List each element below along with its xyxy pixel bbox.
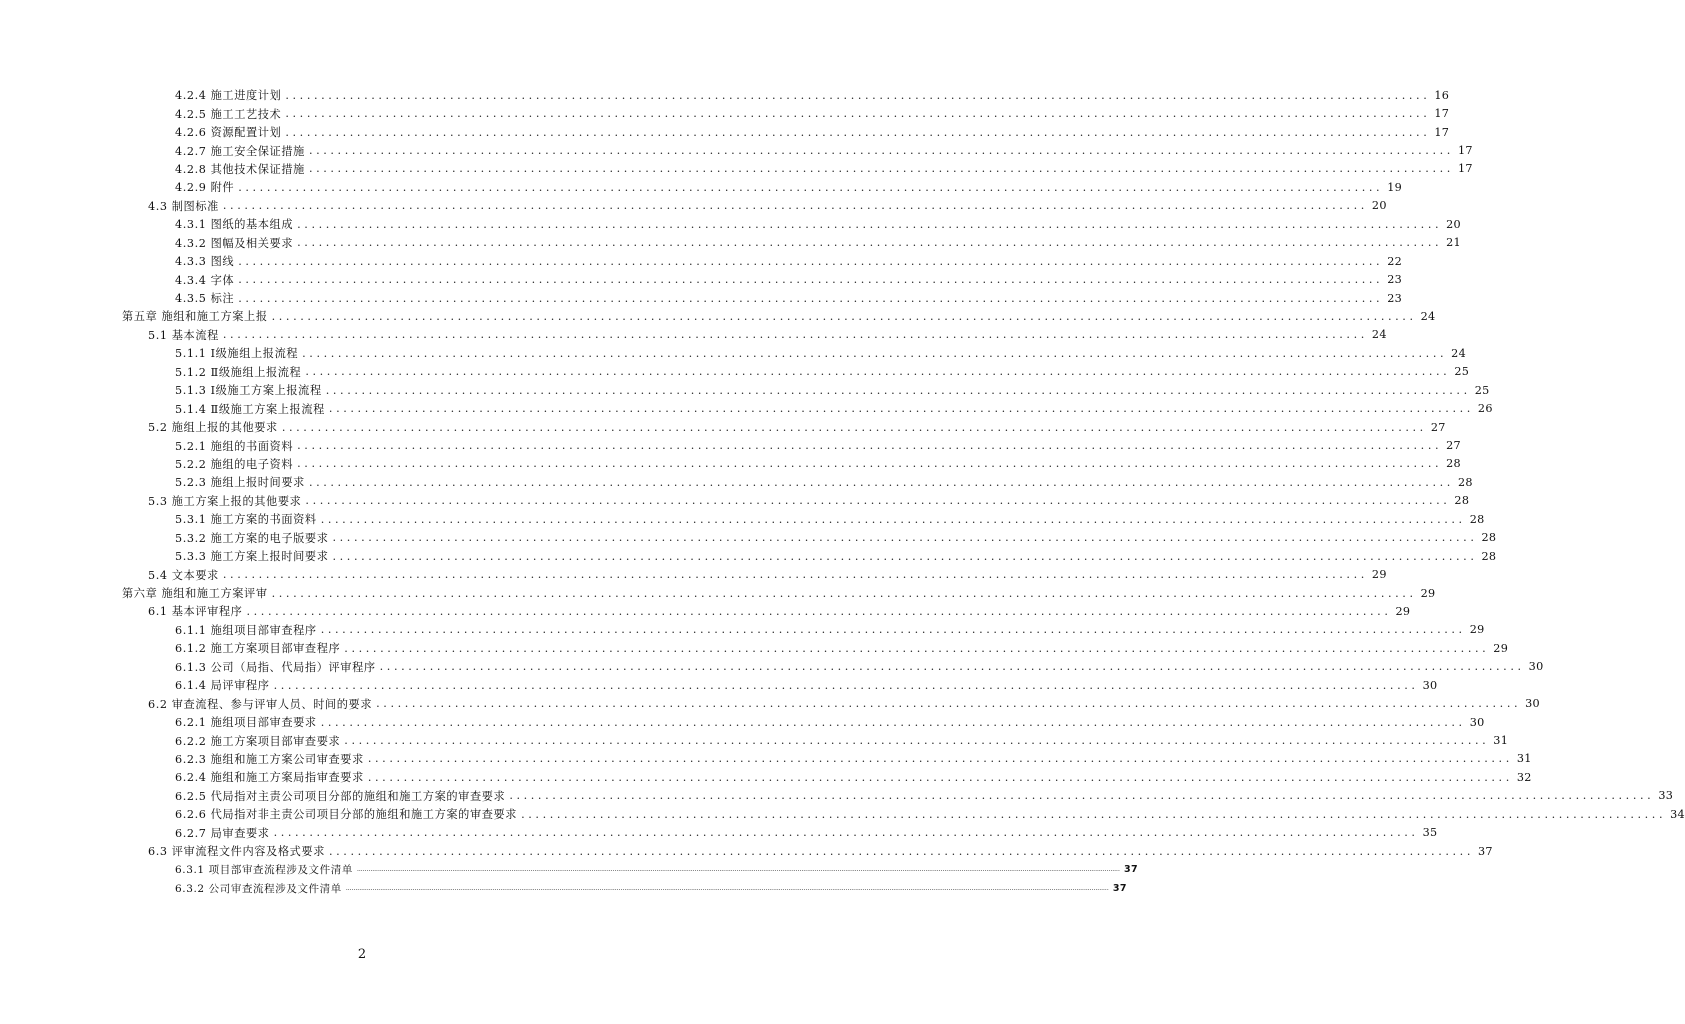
toc-entry-title: 6.3.2 公司审查流程涉及文件清单: [175, 882, 342, 895]
dot-leader: ................................................................................................................................................................: [308, 475, 1454, 489]
toc-entry-page: 30: [1422, 678, 1438, 692]
toc-entry[interactable]: [0, 510, 1485, 528]
toc-entry-page: 17: [1434, 107, 1450, 121]
toc-entry-page: 24: [1451, 346, 1466, 360]
toc-entry-title: 6.3.1 项目部审查流程涉及文件清单: [175, 864, 353, 877]
toc-entry-page: 28: [1481, 531, 1497, 545]
toc-entry[interactable]: [0, 658, 1544, 676]
dot-leader: ................................................................................................................................................................: [305, 494, 1451, 508]
toc-entry-page: 19: [1387, 180, 1403, 194]
toc-entry-page: 31: [1493, 734, 1509, 748]
toc-entry-title: 4.2.9 附件: [175, 181, 235, 195]
toc-entry-page: 17: [1434, 125, 1450, 139]
toc-entry-title: 5.3.2 施工方案的电子版要求: [175, 531, 329, 545]
toc-entry[interactable]: [0, 584, 1436, 602]
toc-entry[interactable]: [0, 363, 1470, 381]
toc-entry-title: 5.2.2 施组的电子资料: [175, 457, 294, 471]
toc-entry-title: 4.3.1 图纸的基本组成: [175, 218, 294, 232]
toc-entry-page: 31: [1516, 752, 1532, 766]
toc-entry-title: 6.2.4 施组和施工方案局指审查要求: [175, 771, 364, 785]
toc-entry[interactable]: [0, 768, 1532, 786]
toc-entry-page: 37: [1124, 864, 1138, 876]
dot-leader: ................................................................................................................................................................: [308, 162, 1454, 176]
toc-entry[interactable]: [0, 787, 1674, 805]
toc-entry-title: 5.3.3 施工方案上报时间要求: [175, 550, 329, 564]
dot-leader: ................................................................................................................................................................: [271, 586, 1417, 600]
toc-entry-title: 5.1.4 Ⅱ级施工方案上报流程: [175, 402, 325, 416]
toc-entry-title: 6.2 审查流程、参与评审人员、时间的要求: [148, 697, 373, 711]
toc-entry-title: 6.2.1 施组项目部审查要求: [175, 716, 317, 730]
toc-entry-page: 24: [1371, 328, 1387, 342]
toc-entry-title: 5.2 施组上报的其他要求: [148, 421, 278, 435]
toc-entry[interactable]: [0, 399, 1493, 417]
dot-leader: ................................................................................................................................................................: [509, 789, 1655, 803]
toc-entry-page: 29: [1371, 568, 1387, 582]
table-of-contents: [0, 86, 1685, 897]
toc-entry[interactable]: [0, 455, 1461, 473]
toc-entry-page: 32: [1516, 770, 1532, 784]
toc-entry[interactable]: [0, 344, 1466, 362]
toc-entry[interactable]: [0, 160, 1473, 178]
dot-leader: ................................................................................................................................................................: [332, 549, 1478, 563]
toc-entry-title: 4.2.7 施工安全保证措施: [175, 144, 305, 158]
toc-entry-page: 30: [1525, 697, 1540, 711]
toc-entry[interactable]: [0, 824, 1438, 842]
toc-entry-page: 26: [1477, 402, 1493, 416]
toc-entry[interactable]: [0, 713, 1485, 731]
toc-entry-page: 24: [1420, 309, 1436, 323]
toc-entry[interactable]: [0, 326, 1387, 344]
dot-leader: ................................................................................................................................................................: [367, 770, 1513, 784]
toc-entry[interactable]: [0, 381, 1490, 399]
toc-entry-page: 29: [1493, 641, 1509, 655]
toc-entry[interactable]: [0, 676, 1438, 694]
toc-entry-title: 第五章 施组和施工方案上报: [122, 310, 268, 324]
dot-leader: ................................................................................................................................................................: [320, 715, 1466, 729]
toc-entry-page: 25: [1454, 365, 1470, 379]
dot-leader: ................................................................................................................................................................................................................................................................................................................................................................................................................: [345, 884, 1109, 892]
toc-entry[interactable]: [0, 215, 1461, 233]
dot-leader: ................................................................................................................................................................: [308, 144, 1454, 158]
toc-entry[interactable]: [0, 492, 1470, 510]
toc-entry[interactable]: [0, 307, 1436, 325]
toc-entry[interactable]: [0, 104, 1450, 122]
dot-leader: ................................................................................................................................................................: [273, 826, 1419, 840]
toc-entry-title: 6.1 基本评审程序: [148, 605, 243, 619]
toc-entry[interactable]: [0, 805, 1685, 823]
toc-entry[interactable]: [0, 529, 1497, 547]
dot-leader: ................................................................................................................................................................: [521, 807, 1667, 821]
toc-entry[interactable]: [0, 289, 1403, 307]
toc-entry[interactable]: [0, 750, 1532, 768]
dot-leader: ................................................................................................................................................................: [344, 641, 1490, 655]
toc-entry-title: 4.3 制图标准: [148, 199, 219, 213]
toc-entry-title: 6.2.5 代局指对主责公司项目分部的施组和施工方案的审查要求: [175, 789, 506, 803]
dot-leader: ................................................................................................................................................................: [367, 752, 1513, 766]
toc-entry-page: 20: [1446, 217, 1461, 231]
toc-entry-page: 21: [1446, 236, 1461, 250]
dot-leader: ................................................................................................................................................................: [328, 402, 1474, 416]
dot-leader: ................................................................................................................................................................: [297, 457, 1443, 471]
dot-leader: ................................................................................................................................................................: [285, 107, 1431, 121]
dot-leader: ................................................................................................................................................................: [297, 439, 1443, 453]
toc-entry-page: 37: [1478, 844, 1493, 858]
toc-entry-page: 28: [1457, 475, 1473, 489]
dot-leader: ................................................................................................................................................................: [273, 678, 1419, 692]
dot-leader: ................................................................................................................................................................: [376, 697, 1522, 711]
toc-entry[interactable]: [0, 731, 1509, 749]
toc-entry[interactable]: [0, 694, 1540, 712]
toc-entry-title: 4.2.5 施工工艺技术: [175, 107, 282, 121]
toc-entry-title: 6.1.2 施工方案项目部审查程序: [175, 642, 341, 656]
toc-entry-title: 5.3.1 施工方案的书面资料: [175, 513, 317, 527]
toc-entry-title: 4.2.4 施工进度计划: [175, 89, 282, 103]
toc-entry-title: 6.1.4 局评审程序: [175, 679, 270, 693]
dot-leader: ................................................................................................................................................................: [344, 734, 1490, 748]
toc-entry-title: 6.2.7 局审查要求: [175, 826, 270, 840]
toc-entry[interactable]: [0, 123, 1450, 141]
toc-entry[interactable]: [0, 234, 1461, 252]
toc-entry-title: 4.3.2 图幅及相关要求: [175, 236, 294, 250]
toc-entry-title: 第六章 施组和施工方案评审: [122, 587, 268, 601]
toc-entry-page: 23: [1387, 291, 1403, 305]
toc-entry-page: 35: [1422, 826, 1438, 840]
toc-entry-page: 27: [1446, 439, 1461, 453]
toc-entry-page: 28: [1481, 549, 1497, 563]
toc-entry[interactable]: [0, 418, 1446, 436]
toc-entry-page: 29: [1469, 623, 1485, 637]
toc-entry-page: 33: [1658, 789, 1674, 803]
dot-leader: ................................................................................................................................................................: [271, 309, 1417, 323]
toc-entry-title: 5.1 基本流程: [148, 328, 219, 342]
toc-entry-title: 6.1.3 公司（局指、代局指）评审程序: [175, 660, 376, 674]
toc-entry-title: 5.2.1 施组的书面资料: [175, 439, 294, 453]
dot-leader: ................................................................................................................................................................: [329, 844, 1474, 858]
toc-entry-page: 30: [1469, 715, 1485, 729]
dot-leader: ................................................................................................................................................................: [238, 273, 1384, 287]
toc-entry-title: 4.3.5 标注: [175, 292, 235, 306]
dot-leader: ................................................................................................................................................................: [285, 125, 1431, 139]
toc-entry[interactable]: [0, 197, 1387, 215]
toc-entry-page: 20: [1371, 199, 1387, 213]
toc-entry-title: 5.4 文本要求: [148, 568, 219, 582]
toc-entry-page: 22: [1387, 254, 1403, 268]
dot-leader: ................................................................................................................................................................: [297, 236, 1443, 250]
toc-entry-page: 17: [1457, 162, 1473, 176]
toc-entry[interactable]: [0, 178, 1403, 196]
dot-leader: ................................................................................................................................................................: [222, 568, 1368, 582]
toc-entry-title: 6.1.1 施组项目部审查程序: [175, 623, 317, 637]
toc-entry[interactable]: [0, 879, 1127, 897]
toc-entry[interactable]: [0, 473, 1473, 491]
toc-entry-title: 5.1.3 Ⅰ级施工方案上报流程: [175, 384, 322, 398]
toc-entry-page: 28: [1469, 512, 1485, 526]
toc-entry-title: 4.2.6 资源配置计划: [175, 126, 282, 140]
toc-entry[interactable]: [0, 252, 1403, 270]
dot-leader: ................................................................................................................................................................: [379, 660, 1525, 674]
toc-entry[interactable]: [0, 547, 1497, 565]
toc-entry[interactable]: [0, 436, 1461, 454]
toc-entry-page: 16: [1434, 88, 1450, 102]
dot-leader: ................................................................................................................................................................: [305, 365, 1451, 379]
dot-leader: ................................................................................................................................................................: [222, 199, 1368, 213]
toc-entry-page: 25: [1474, 383, 1490, 397]
dot-leader: ................................................................................................................................................................: [222, 328, 1368, 342]
toc-entry-title: 6.2.6 代局指对非主责公司项目分部的施组和施工方案的审查要求: [175, 808, 518, 822]
dot-leader: ................................................................................................................................................................: [320, 623, 1466, 637]
toc-entry[interactable]: [0, 621, 1485, 639]
toc-entry-page: 23: [1387, 273, 1403, 287]
toc-entry[interactable]: [0, 141, 1473, 159]
dot-leader: ................................................................................................................................................................: [246, 604, 1392, 618]
toc-entry-title: 4.2.8 其他技术保证措施: [175, 162, 305, 176]
toc-entry-title: 5.2.3 施组上报时间要求: [175, 476, 305, 490]
dot-leader: ................................................................................................................................................................................................................................................................................................................................................................................................................: [356, 866, 1120, 874]
dot-leader: ................................................................................................................................................................: [297, 217, 1443, 231]
toc-entry[interactable]: [0, 270, 1403, 288]
toc-entry[interactable]: [0, 565, 1387, 583]
toc-entry-title: 6.2.3 施组和施工方案公司审查要求: [175, 752, 364, 766]
page-number: 2: [357, 947, 367, 962]
toc-entry-title: 5.3 施工方案上报的其他要求: [148, 494, 302, 508]
toc-entry-page: 30: [1528, 660, 1544, 674]
toc-entry-title: 5.1.2 Ⅱ级施组上报流程: [175, 365, 302, 379]
dot-leader: ................................................................................................................................................................: [238, 254, 1384, 268]
dot-leader: ................................................................................................................................................................: [238, 291, 1384, 305]
toc-entry[interactable]: [0, 639, 1509, 657]
toc-entry[interactable]: [0, 86, 1450, 104]
dot-leader: ................................................................................................................................................................: [325, 383, 1471, 397]
toc-entry-title: 4.3.4 字体: [175, 273, 235, 287]
dot-leader: ................................................................................................................................................................: [332, 531, 1478, 545]
toc-entry-page: 37: [1112, 882, 1127, 894]
dot-leader: ................................................................................................................................................................: [281, 420, 1427, 434]
toc-entry-title: 4.3.3 图线: [175, 255, 235, 269]
toc-entry-page: 17: [1457, 144, 1473, 158]
dot-leader: ................................................................................................................................................................: [302, 346, 1448, 360]
toc-entry[interactable]: [0, 842, 1493, 860]
toc-entry-title: 5.1.1 Ⅰ级施组上报流程: [175, 347, 299, 361]
dot-leader: ................................................................................................................................................................: [285, 88, 1431, 102]
toc-entry-page: 27: [1430, 420, 1446, 434]
toc-entry-page: 28: [1454, 494, 1470, 508]
toc-entry[interactable]: [0, 860, 1138, 878]
toc-entry[interactable]: [0, 602, 1411, 620]
toc-entry-page: 29: [1420, 586, 1436, 600]
toc-entry-page: 28: [1446, 457, 1461, 471]
toc-entry-page: 29: [1395, 604, 1411, 618]
toc-entry-title: 6.3 评审流程文件内容及格式要求: [148, 845, 325, 859]
dot-leader: ................................................................................................................................................................: [238, 180, 1384, 194]
toc-entry-title: 6.2.2 施工方案项目部审查要求: [175, 734, 341, 748]
dot-leader: ................................................................................................................................................................: [320, 512, 1466, 526]
toc-entry-page: 34: [1670, 807, 1685, 821]
